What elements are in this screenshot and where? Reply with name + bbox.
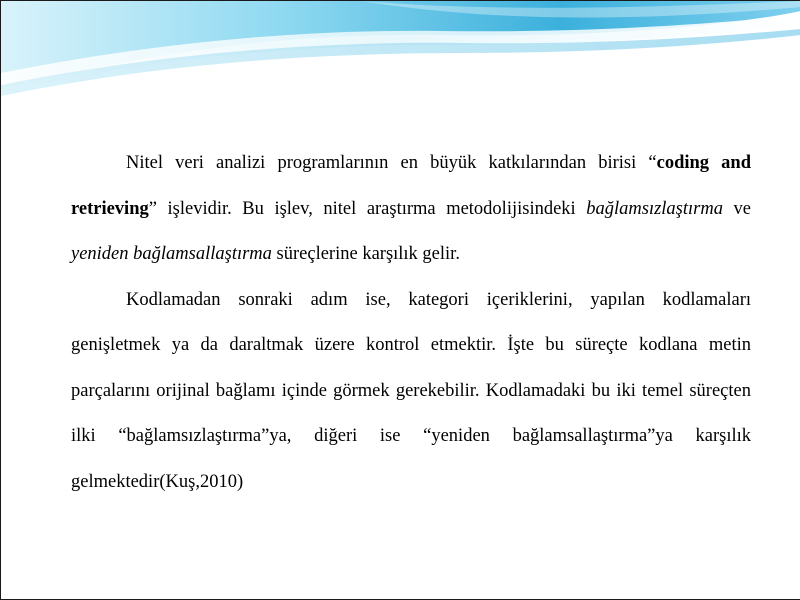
paragraph-1-italic-term-1: bağlamsızlaştırma (586, 198, 723, 219)
body-text (71, 141, 751, 505)
paragraph-1 (71, 141, 751, 278)
paragraph-2: Kodlamadan sonraki adım ise, kategori içeriklerini, yapılan kodlamaları genişletmek ya da daraltmak üzere kontrol etmektir. İşte bu süreçte kodlana metin parçalarını orijinal bağlamı içinde görmek gerekebilir. Kodlamadaki bu iki temel süreçten ilki “bağlamsızlaştırma”ya, diğeri ise “yeniden bağlamsallaştırma”ya karşılık gelmektedir(Kuş,2010) (71, 289, 751, 492)
paragraph-1-text-c: ve (722, 198, 751, 219)
paragraph-1-text-d: süreçlerine karşılık gelir. (271, 244, 460, 264)
header-wave-decoration (1, 1, 800, 96)
paragraph-1-text-a: Nitel veri analizi programlarının en büyük katkılarından birisi “ (126, 153, 657, 173)
paragraph-1-bold-term: coding and retrieving (71, 153, 751, 219)
paragraph-1-italic-term-2: yeniden bağlamsallaştırma (71, 244, 272, 264)
paragraph-1-text-b: ” işlevidir. Bu işlev, nitel araştırma metodolijisindeki (148, 198, 576, 219)
